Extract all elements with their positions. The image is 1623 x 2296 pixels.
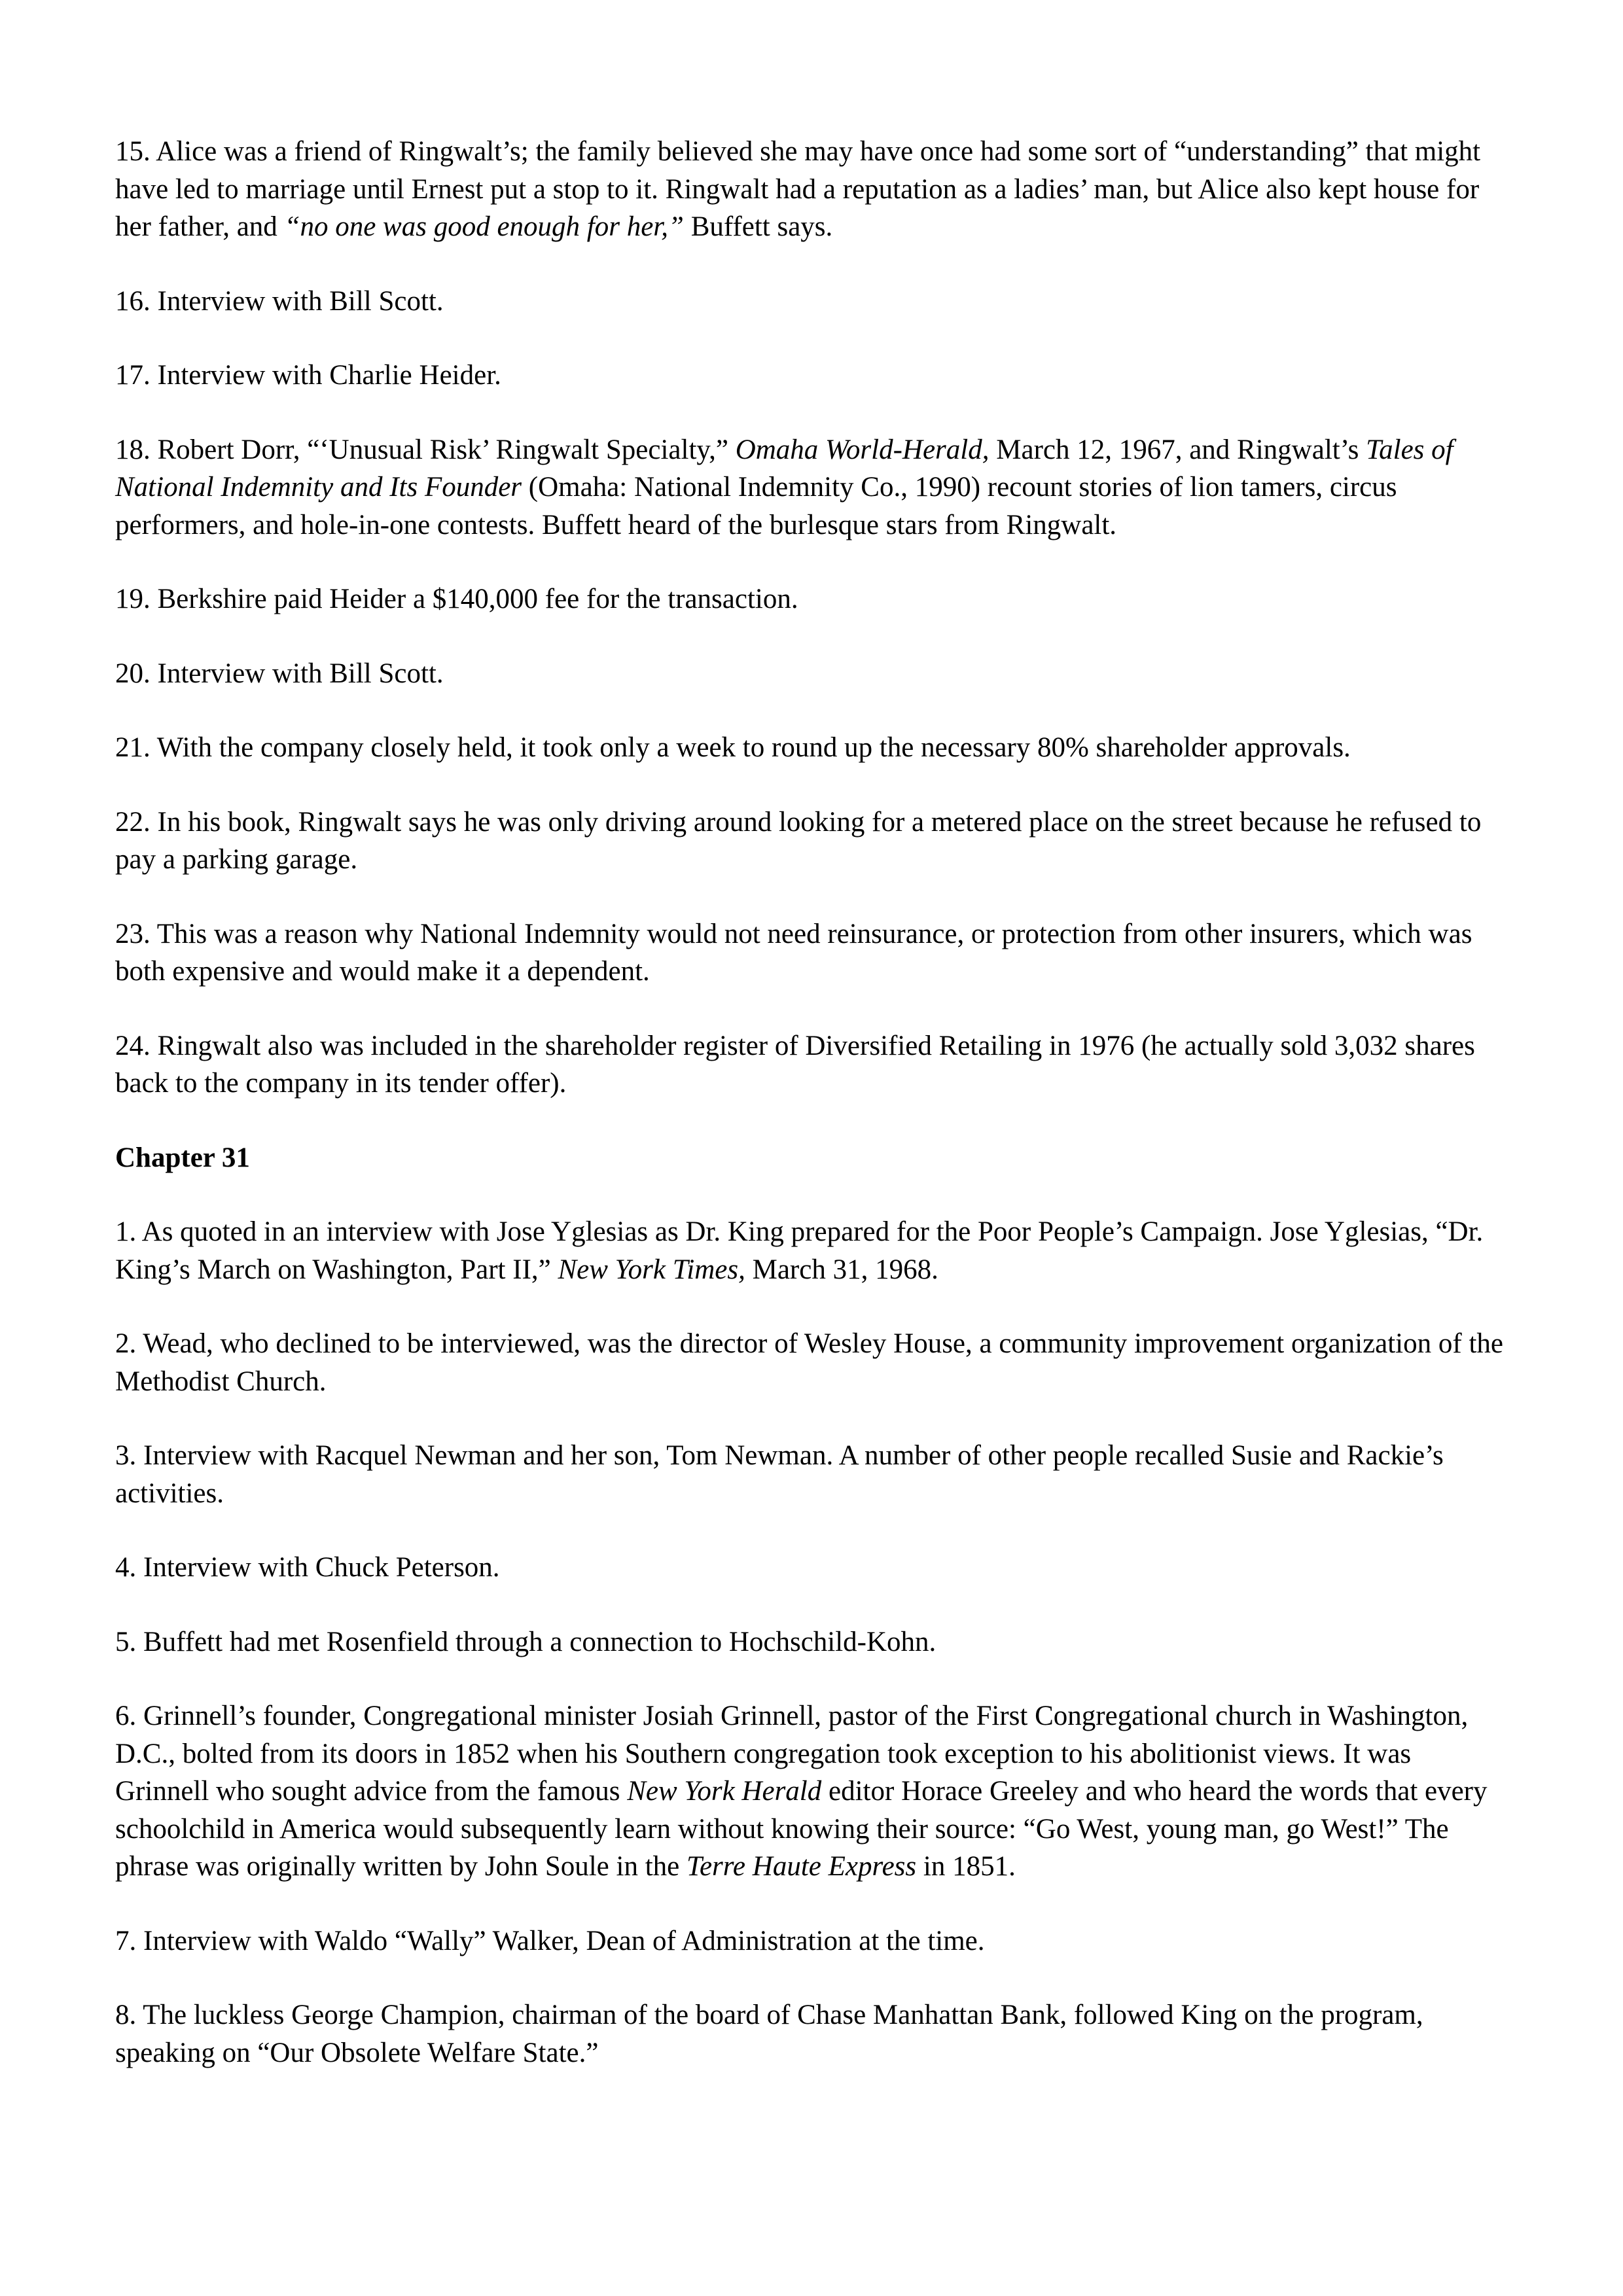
footnote — [115, 729, 1509, 767]
footnote — [115, 804, 1509, 879]
footnote — [115, 1623, 1509, 1661]
footnote-text: 17. Interview with Charlie Heider. — [115, 360, 501, 391]
chapter-heading: Chapter 31 — [115, 1142, 250, 1173]
document-page — [115, 133, 1509, 2108]
footnote-text: 4. Interview with Chuck Peterson. — [115, 1552, 500, 1583]
footnote-text: March 31, 1968. — [745, 1254, 938, 1285]
footnote — [115, 1213, 1509, 1288]
footnote-text: 7. Interview with Waldo “Wally” Walker, Dean of Administration at the time. — [115, 1925, 985, 1956]
footnote — [115, 1922, 1509, 1960]
italic-title: “no one was good enough for her,” — [284, 211, 684, 242]
footnote — [115, 431, 1509, 544]
footnote-text: editor Horace Greeley and who heard the words that every schoolchild in America would subsequently learn without knowing their source: “Go West, young man, go West!” The phrase was originally written by John Soule in the — [115, 1776, 1488, 1882]
notes-chapter-31 — [115, 1213, 1509, 2072]
footnote-text: in 1851. — [916, 1851, 1016, 1882]
footnote — [115, 357, 1509, 395]
footnote-text: 5. Buffett had met Rosenfield through a connection to Hochschild-Kohn. — [115, 1626, 936, 1657]
footnote — [115, 1697, 1509, 1886]
footnote-text: 1. As quoted in an interview with Jose Yglesias as Dr. King prepared for the Poor People’s Campaign. Jose Yglesias, “Dr. King’s March on Washington, Part II,” — [115, 1216, 1484, 1285]
footnote-text: 6. Grinnell’s founder, Congregational minister Josiah Grinnell, pastor of the First Congregational church in Washington, D.C., bolted from its doors in 1852 when his Southern congregation took exception to his abolitionist views. It was Grinnell who sought advice from the famous — [115, 1701, 1469, 1807]
italic-title: New York Herald — [627, 1776, 822, 1807]
footnote-text: 19. Berkshire paid Heider a $140,000 fee for the transaction. — [115, 584, 798, 614]
footnote — [115, 915, 1509, 991]
footnote — [115, 1027, 1509, 1103]
footnote-text: 21. With the company closely held, it took only a week to round up the necessary 80% shareholder approvals. — [115, 732, 1351, 763]
footnote — [115, 655, 1509, 693]
footnote-text: 16. Interview with Bill Scott. — [115, 285, 444, 317]
footnote — [115, 1549, 1509, 1587]
notes-chapter-30 — [115, 133, 1509, 1103]
footnote-text: 2. Wead, who declined to be interviewed, was the director of Wesley House, a community improvement organization of the Methodist Church. — [115, 1328, 1503, 1397]
footnote — [115, 133, 1509, 246]
footnote-text: Buffett says. — [683, 211, 833, 242]
footnote — [115, 580, 1509, 618]
footnote-text: March 12, 1967, and Ringwalt’s — [989, 434, 1366, 465]
footnote-text: 23. This was a reason why National Indemnity would not need reinsurance, or protection from other insurers, which was both expensive and would make it a dependent. — [115, 918, 1472, 987]
footnote — [115, 1325, 1509, 1400]
italic-title: Terre Haute Express — [687, 1851, 917, 1882]
italic-title: Omaha World-Herald, — [735, 434, 990, 465]
footnote-text: (Omaha: National Indemnity Co., 1990) recount stories of lion tamers, circus performers, and hole-in-one contests. Buffett heard of the burlesque stars from Ringwalt. — [115, 472, 1397, 540]
footnote — [115, 283, 1509, 321]
footnote-text: 8. The luckless George Champion, chairman of the board of Chase Manhattan Bank, followed King on the program, speaking on “Our Obsolete Welfare State.” — [115, 2000, 1423, 2068]
italic-title: New York Times, — [558, 1254, 745, 1285]
footnote-text: 24. Ringwalt also was included in the shareholder register of Diversified Retailing in 1976 (he actually sold 3,032 shares back to the company in its tender offer). — [115, 1030, 1475, 1099]
footnote-text: 20. Interview with Bill Scott. — [115, 658, 444, 689]
footnote-text: 22. In his book, Ringwalt says he was only driving around looking for a metered place on the street because he refused to pay a parking garage. — [115, 806, 1482, 875]
footnote — [115, 1437, 1509, 1512]
footnote — [115, 1996, 1509, 2072]
italic-title: Tales of National Indemnity and Its Founder — [115, 434, 1454, 503]
footnote-text: 15. Alice was a friend of Ringwalt’s; the family believed she may have once had some sort of “understanding” that might have led to marriage until Ernest put a stop to it. Ringwalt had a reputation as a ladies’ man, but Alice also kept house for her father, and — [115, 136, 1481, 242]
footnote-text: 18. Robert Dorr, “‘Unusual Risk’ Ringwalt Specialty,” — [115, 434, 736, 465]
footnote-text: 3. Interview with Racquel Newman and her son, Tom Newman. A number of other people recalled Susie and Rackie’s activities. — [115, 1440, 1444, 1509]
